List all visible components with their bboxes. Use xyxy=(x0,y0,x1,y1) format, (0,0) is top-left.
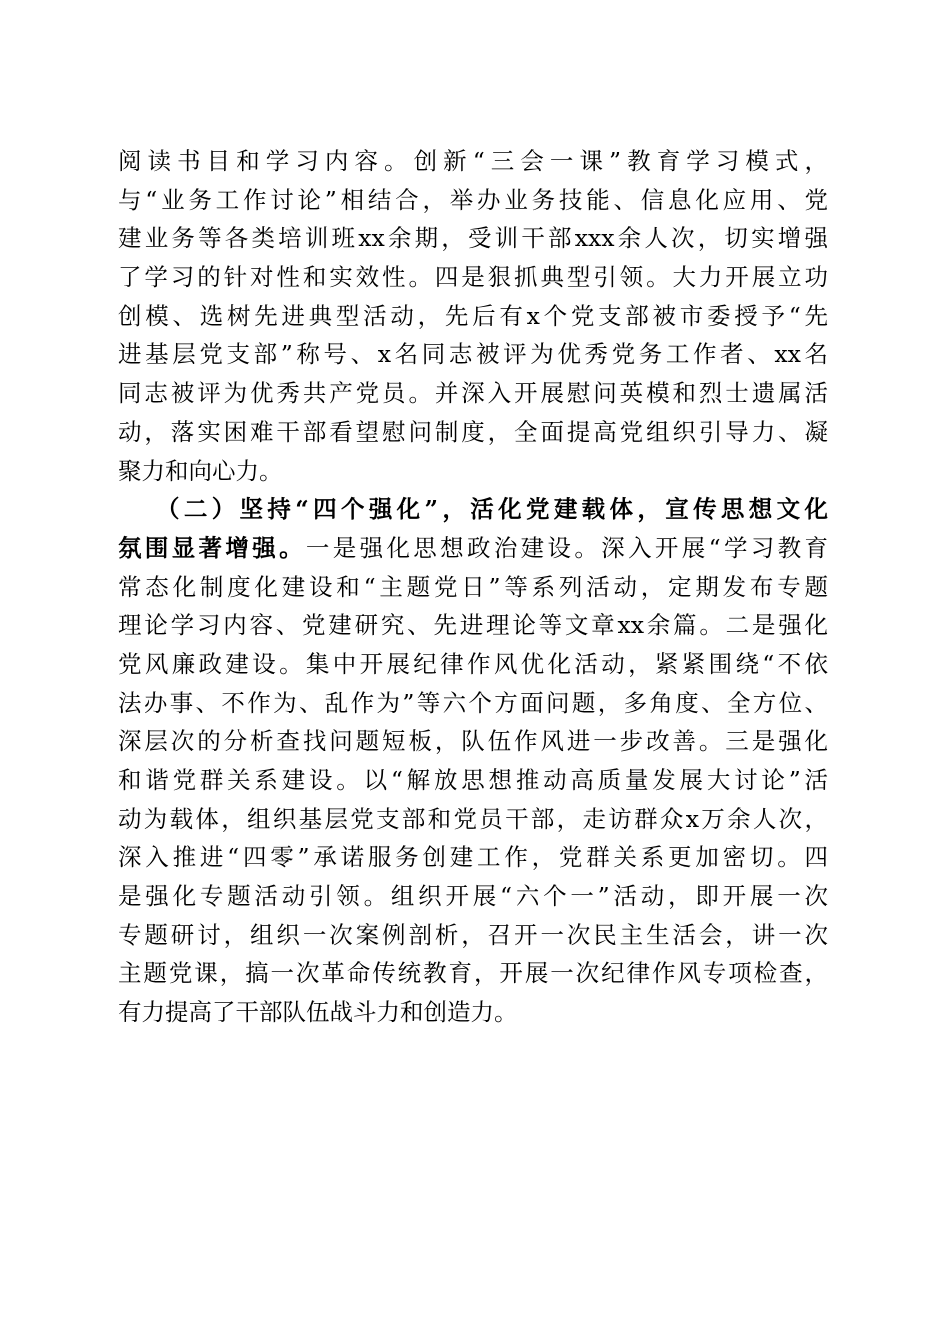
text-line: 同志被评为优秀共产党员。并深入开展慰问英模和烈士遗属活 xyxy=(118,379,828,408)
section-heading-end: 氛围显著增强。 xyxy=(118,533,306,562)
text-line: 和谐党群关系建设。以“解放思想推动高质量发展大讨论”活 xyxy=(118,766,828,794)
body-text xyxy=(118,142,828,1032)
text-line: 深入推进“四零”承诺服务创建工作，党群关系更加密切。四 xyxy=(118,843,828,872)
text-line: 聚力和向心力。 xyxy=(118,456,283,485)
text-line: 是强化专题活动引领。组织开展“六个一”活动，即开展一次 xyxy=(118,882,828,911)
text-line: 法办事、不作为、乱作为”等六个方面问题，多角度、全方位、 xyxy=(118,688,828,717)
text-line: 了学习的针对性和实效性。四是狠抓典型引领。大力开展立功 xyxy=(118,263,828,292)
text-line: 常态化制度化建设和“主题党日”等系列活动，定期发布专题 xyxy=(118,572,828,601)
text-line: 主题党课，搞一次革命传统教育，开展一次纪律作风专项检查， xyxy=(118,959,828,988)
text-span: 一是强化思想政治建设。深入开展“学习教育 xyxy=(305,533,829,562)
text-line: 进基层党支部”称号、x名同志被评为优秀党务工作者、xx名 xyxy=(118,340,828,369)
text-line: 党风廉政建设。集中开展纪律作风优化活动，紧紧围绕“不依 xyxy=(118,649,828,678)
text-line: 理论学习内容、党建研究、先进理论等文章xx余篇。二是强化 xyxy=(118,611,828,640)
paragraph-2 xyxy=(118,490,828,1032)
text-line: 动为载体，组织基层党支部和党员干部，走访群众x万余人次， xyxy=(118,804,828,833)
text-line xyxy=(118,529,828,568)
section-heading-line xyxy=(118,490,828,529)
text-line: 阅读书目和学习内容。创新“三会一课”教育学习模式， xyxy=(118,147,828,175)
text-line: 动，落实困难干部看望慰问制度，全面提高党组织引导力、凝 xyxy=(118,417,828,446)
text-line: 专题研讨，组织一次案例剖析，召开一次民主生活会，讲一次 xyxy=(118,920,828,949)
text-line: 有力提高了干部队伍战斗力和创造力。 xyxy=(118,998,518,1027)
text-line: 建业务等各类培训班xx余期，受训干部xxx余人次，切实增强 xyxy=(118,224,828,253)
paragraph-1 xyxy=(118,142,828,490)
text-line: 创模、选树先进典型活动，先后有x个党支部被市委授予“先 xyxy=(118,301,828,330)
section-heading: （二）坚持“四个强化”，活化党建载体，宣传思想文化 xyxy=(156,495,828,524)
text-line: 与“业务工作讨论”相结合，举办业务技能、信息化应用、党 xyxy=(118,185,828,214)
text-line: 深层次的分析查找问题短板，队伍作风进一步改善。三是强化 xyxy=(118,727,828,756)
